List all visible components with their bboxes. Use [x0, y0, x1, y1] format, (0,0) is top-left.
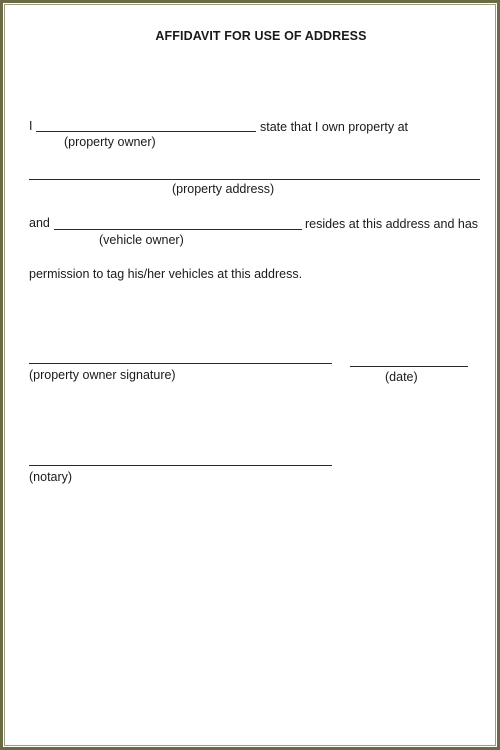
date-caption: (date) — [385, 370, 418, 384]
and-prefix: and — [29, 216, 50, 230]
permission-statement: permission to tag his/her vehicles at this address. — [29, 267, 303, 281]
property-address-blank[interactable] — [29, 179, 480, 180]
notary-caption: (notary) — [29, 470, 73, 484]
owner-signature-blank[interactable] — [29, 363, 332, 364]
owner-signature-caption: (property owner signature) — [29, 368, 176, 382]
document-title: AFFIDAVIT FOR USE OF ADDRESS — [155, 29, 367, 43]
property-owner-caption: (property owner) — [64, 135, 156, 149]
resides-statement: resides at this address and has — [305, 217, 479, 231]
affidavit-document — [5, 5, 495, 745]
owner-prefix: I — [29, 119, 33, 133]
property-address-caption: (property address) — [172, 182, 275, 196]
date-blank[interactable] — [350, 366, 468, 367]
notary-blank[interactable] — [29, 465, 332, 466]
owner-statement: state that I own property at — [260, 120, 408, 134]
property-owner-blank[interactable] — [36, 131, 256, 132]
vehicle-owner-blank[interactable] — [54, 229, 302, 230]
vehicle-owner-caption: (vehicle owner) — [99, 233, 184, 247]
